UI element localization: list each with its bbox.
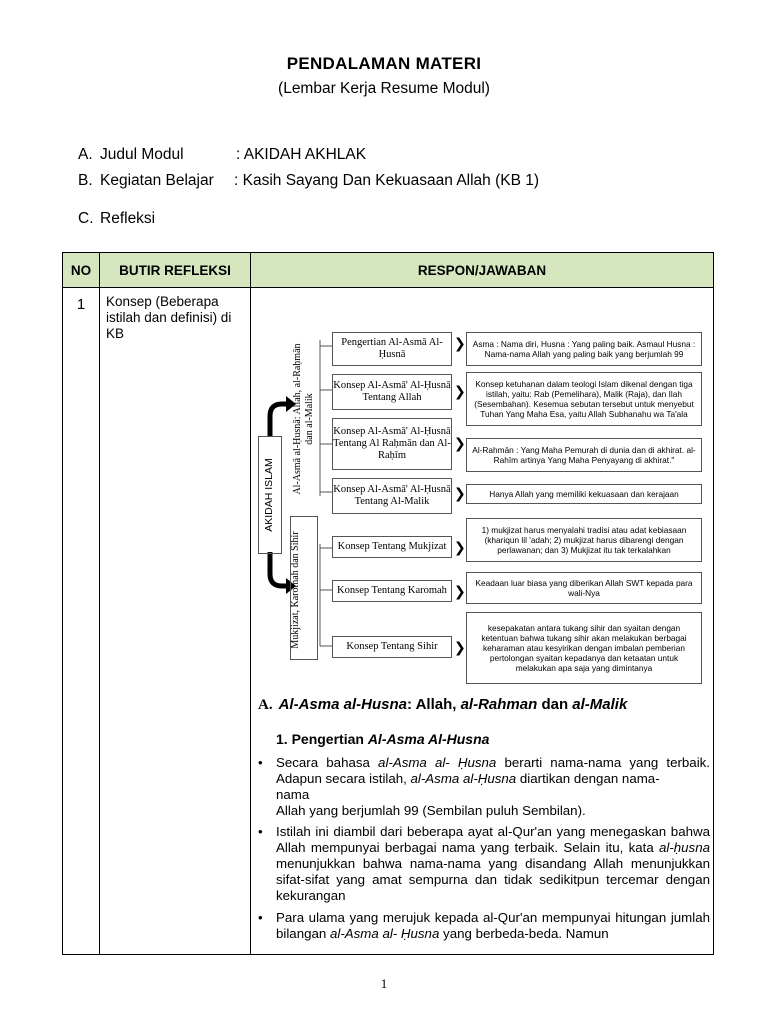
b3-c: yang berbeda-beda. Namun [439, 926, 609, 941]
section-a-part4: dan [537, 696, 573, 713]
module-title-value: : AKIDAH AKHLAK [236, 146, 367, 163]
bullet1-line1 [276, 755, 710, 771]
section-a-part3: al-Rahman [460, 696, 538, 713]
desc-konsep-malik: Hanya Allah yang memiliki kekuasaan dan kerajaan [466, 484, 702, 504]
bullet1-line2 [276, 771, 710, 787]
header-no: NO [63, 253, 100, 288]
list-item [258, 755, 710, 819]
node-konsep-allah: Konsep Al-Asmā' Al-Ḥusnā Tentang Allah [332, 374, 452, 410]
b1-l2a: Adapun secara istilah, [276, 771, 411, 786]
item-letter-c: C. [78, 210, 94, 227]
branch-asma-label: Al-Asmā al-Ḥusnā: Allah, al-Raḥmān dan al-Malik [292, 343, 315, 495]
subsection-1-heading [276, 731, 489, 747]
reflection-label: Refleksi [100, 210, 156, 227]
desc-karomah: Keadaan luar biasa yang diberikan Allah SWT kepada para wali-Nya [466, 572, 702, 604]
list-item [258, 910, 710, 944]
bullet1-line4: Allah yang berjumlah 99 (Sembilan puluh Sembilan). [276, 803, 586, 818]
bullet2-text [276, 824, 710, 904]
node-konsep-rahman: Konsep Al-Asmā' Al-Ḥusnā Tentang Al Raḥmān dan Al-Raḥīm [332, 418, 452, 470]
module-title-label: Judul Modul [100, 146, 184, 163]
section-a-part1: Al-Asma al-Husna [278, 696, 407, 713]
node-konsep-malik: Konsep Al-Asmā' Al-Ḥusnā Tentang Al-Malik [332, 478, 452, 514]
b1-l1a: Secara bahasa [276, 755, 379, 770]
b3-b: al-Asma al- Ḥusna [329, 926, 440, 941]
chevron-right-icon: ❯ [454, 583, 466, 599]
item-letter-b: B. [78, 172, 93, 189]
chevron-right-icon: ❯ [454, 383, 466, 399]
item-letter-a: A. [78, 146, 93, 163]
section-a-letter: A. [258, 697, 273, 713]
section-a-part2: : Allah, [406, 696, 461, 713]
learning-activity-line [78, 172, 539, 190]
section-a-part5: al-Malik [572, 696, 628, 713]
subsection-1-part1: 1. Pengertian [276, 731, 368, 747]
branch-mukjizat-label: Mukjizat, Karomah dan Sihir [290, 531, 301, 649]
desc-sihir: kesepakatan antara tukang sihir dan syaitan dengan ketentuan bahwa tukang sihir akan melakukan berbagai keharaman atau kesyirikan dengan imbalan pemberian pertolongan syaitan kepadanya dan ketaatan untuk melakukan apa saja yang dimintanya [466, 612, 702, 684]
bullet1-line3: nama [276, 787, 310, 802]
bullet-icon: • [258, 824, 263, 839]
chevron-right-icon: ❯ [454, 335, 466, 351]
chevron-right-icon: ❯ [454, 639, 466, 655]
module-title-line [78, 146, 366, 164]
reflection-line [78, 210, 155, 228]
row-butir-text: Konsep (Beberapa istilah dan definisi) di KB [100, 288, 251, 955]
node-mukjizat: Konsep Tentang Mukjizat [332, 536, 452, 558]
root-node-label: AKIDAH ISLAM [263, 458, 275, 532]
b2-c: menunjukkan bahwa nama-nama yang disandang Allah menunjukkan sifat-sifat yang amat sempurna dan tidak sedikitpun tercemar dengan kekurangan [276, 856, 710, 903]
desc-konsep-rahman: Al-Rahmān : Yang Maha Pemurah di dunia dan di akhirat. al-Rahīm artinya Yang Maha Penyayang di akhirat." [466, 438, 702, 472]
chevron-right-icon: ❯ [454, 435, 466, 451]
learning-activity-value: : Kasih Sayang Dan Kekuasaan Allah (KB 1) [234, 172, 540, 189]
header-respon-jawaban: RESPON/JAWABAN [251, 253, 714, 288]
bullet-icon: • [258, 755, 263, 770]
chevron-right-icon: ❯ [454, 485, 466, 501]
b2-a: Istilah ini diambil dari beberapa ayat al-Qur'an yang menegaskan bahwa Allah mempunyai berbagai nama yang terbaik. Selain itu, kata [276, 824, 710, 855]
table-header-row [63, 253, 714, 288]
header-butir-refleksi: BUTIR REFLEKSI [100, 253, 251, 288]
b3-a: Para ulama yang merujuk kepada al-Qur'an mempunyai hitungan jumlah bilangan [276, 910, 710, 941]
learning-activity-label: Kegiatan Belajar [100, 172, 214, 189]
node-sihir: Konsep Tentang Sihir [332, 636, 452, 658]
b1-l2c: diartikan dengan nama- [516, 771, 660, 786]
row-number: 1 [63, 288, 100, 955]
b2-b: al-ḥusna [658, 840, 710, 855]
bullet3-text [276, 910, 710, 942]
section-a-heading [258, 696, 627, 714]
page-subtitle: (Lembar Kerja Resume Modul) [278, 80, 490, 97]
list-item [258, 824, 710, 904]
page-number: 1 [380, 976, 388, 991]
b1-l1b: al-Asma al- Ḥusna [378, 755, 497, 770]
bullet-icon: • [258, 910, 263, 925]
page-title: PENDALAMAN MATERI [286, 54, 482, 73]
node-pengertian: Pengertian Al-Asmā Al-Ḥusnā [332, 332, 452, 366]
desc-konsep-allah: Konsep ketuhanan dalam teologi Islam dikenal dengan tiga istilah, yaitu: Rab (Pemelihara), Malik (Raja), dan Ilah (Sesembahan). Kesemua sebutan tersebut untuk menyebut Tuhan Yang Maha Esa, yaitu Allah Subhanahu wa Ta'ala [466, 372, 702, 426]
desc-pengertian: Asma : Nama diri, Husna : Yang paling baik. Asmaul Husna : Nama-nama Allah yang paling baik yang berjumlah 99 [466, 332, 702, 366]
chevron-right-icon: ❯ [454, 539, 466, 555]
desc-mukjizat: 1) mukjizat harus menyalahi tradisi atau adat kebiasaan (khariqun lil 'adah; 2) mukjizat harus dibarengi dengan perlawanan; dan 3) Mukjizat itu tak terkalahkan [466, 518, 702, 562]
subsection-1-part2: Al-Asma Al-Husna [367, 731, 490, 747]
b1-l1c: berarti nama-nama yang terbaik. [496, 755, 710, 770]
b1-l2b: al-Asma al-Ḥusna [410, 771, 517, 786]
node-karomah: Konsep Tentang Karomah [332, 580, 452, 602]
concept-diagram [254, 326, 710, 684]
